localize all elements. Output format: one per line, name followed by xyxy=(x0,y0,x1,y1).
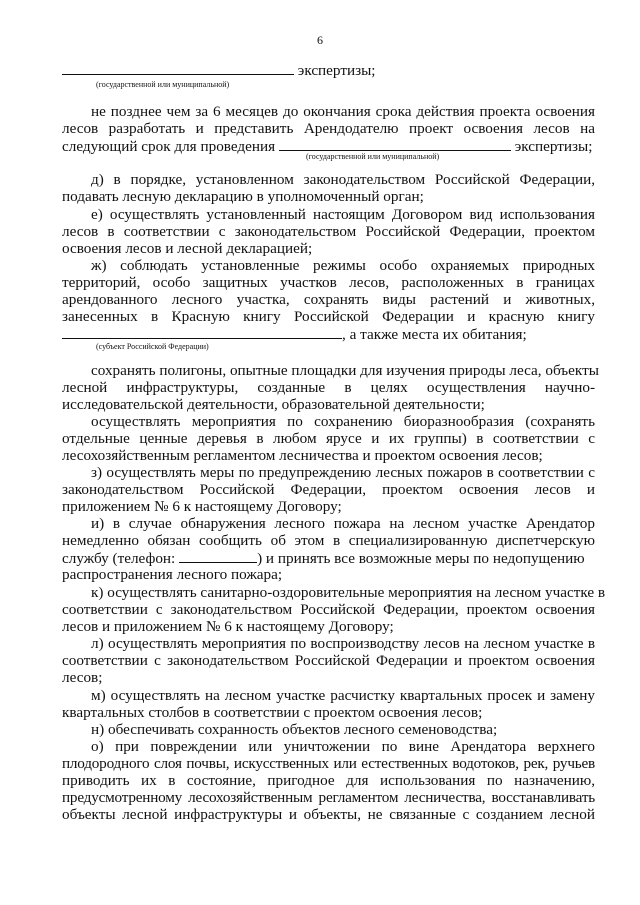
text-line: сохранять полигоны, опытные площадки для изучения природы леса, объекты xyxy=(91,362,599,379)
blank-field xyxy=(62,61,294,75)
text-line: лесов и приложением № 6 к настоящему Договору; xyxy=(62,618,394,635)
text-line: арендованного лесного участка, сохранять виды растений и животных, xyxy=(62,291,595,308)
text-line: о) при повреждении или уничтожении по вине Арендатора верхнего xyxy=(91,738,595,755)
text-line: д) в порядке, установленном законодательством Российской Федерации, xyxy=(91,171,595,188)
text-line: отдельные ценные деревья в любом ярусе и их группы) в соответствии с xyxy=(62,430,595,447)
field-caption: (государственной или муниципальной) xyxy=(306,152,440,161)
line-suffix: , а также места их обитания; xyxy=(342,326,527,343)
field-caption: (субъект Российской Федерации) xyxy=(96,342,209,351)
text-line: распространения лесного пожара; xyxy=(62,566,283,583)
blank-field xyxy=(279,137,511,151)
line-prefix: службу (телефон: xyxy=(62,550,176,567)
text-line: осуществлять мероприятия по сохранению биоразнообразия (сохранять xyxy=(91,413,595,430)
text-line: лесов в соответствии с законодательством Российской Федерации, проектом xyxy=(62,223,595,240)
text-line: м) осуществлять на лесном участке расчистку квартальных просек и замену xyxy=(91,687,595,704)
text-line: з) осуществлять меры по предупреждению лесных пожаров в соответствии с xyxy=(91,464,595,481)
text-line: е) осуществлять установленный настоящим Договором вид использования xyxy=(91,206,595,223)
text-line: территорий, особо защитных участков лесов, расположенных в границах xyxy=(62,274,595,291)
line-prefix: следующий срок для проведения xyxy=(62,138,276,155)
text-line xyxy=(62,549,595,567)
text-line: плодородного слоя почвы, искусственных или естественных водотоков, рек, ручьев xyxy=(62,755,595,772)
text-line: законодательством Российской Федерации, проектом освоения лесов и xyxy=(62,481,595,498)
text-line: л) осуществлять мероприятия по воспроизводству лесов на лесном участке в xyxy=(91,635,595,652)
field-caption: (государственной или муниципальной) xyxy=(96,80,230,89)
text-line: немедленно обязан сообщить об этом в специализированную диспетчерскую xyxy=(62,532,595,549)
page-number: 6 xyxy=(317,33,323,47)
text-line: соответствии с законодательством Российской Федерации и проектом освоения xyxy=(62,652,595,669)
text-line: ж) соблюдать установленные режимы особо охраняемых природных xyxy=(91,257,595,274)
text-line: приложением № 6 к настоящему Договору; xyxy=(62,498,342,515)
text-line: лесной инфраструктуры, созданные в целях осуществления научно- xyxy=(62,379,595,396)
expertise-line xyxy=(62,61,595,79)
text-line: и) в случае обнаружения лесного пожара на лесном участке Арендатор xyxy=(91,515,595,532)
text-line: исследовательской деятельности, образовательной деятельности; xyxy=(62,396,485,413)
phone-blank-field xyxy=(179,549,257,563)
blank-field xyxy=(62,325,342,339)
text-line: объекты лесной инфраструктуры и объекты, не связанные с созданием лесной xyxy=(62,806,595,823)
text-line: лесохозяйственным регламентом лесничества и проектом освоения лесов; xyxy=(62,447,543,464)
text-line: соответствии с законодательством Российской Федерации, проектом освоения xyxy=(62,601,595,618)
text-line: подавать лесную декларацию в уполномоченный орган; xyxy=(62,188,424,205)
text-line: н) обеспечивать сохранность объектов лесного семеноводства; xyxy=(91,721,498,738)
expertise-suffix: экспертизы; xyxy=(297,62,376,79)
text-line: лесов разработать и представить Арендодателю проект освоения лесов на xyxy=(62,120,595,137)
text-line: к) осуществлять санитарно-оздоровительные мероприятия на лесном участке в xyxy=(91,584,606,601)
line-suffix: экспертизы; xyxy=(514,138,593,155)
text-line: лесов; xyxy=(62,669,103,686)
text-line: освоения лесов и лесной декларацией; xyxy=(62,240,313,257)
text-line xyxy=(62,325,595,343)
text-line: не позднее чем за 6 месяцев до окончания срока действия проекта освоения xyxy=(91,103,595,120)
text-line: занесенных в Красную книгу Российской Федерации и красную книгу xyxy=(62,308,595,325)
text-line: приводить их в состояние, пригодное для использования по назначению, xyxy=(62,772,595,789)
text-line: предусмотренному лесохозяйственным регламентом лесничества, восстанавливать xyxy=(62,789,595,806)
text-line: квартальных столбов в соответствии с проектом освоения лесов; xyxy=(62,704,483,721)
line-suffix: ) и принять все возможные меры по недопущению xyxy=(257,550,585,567)
